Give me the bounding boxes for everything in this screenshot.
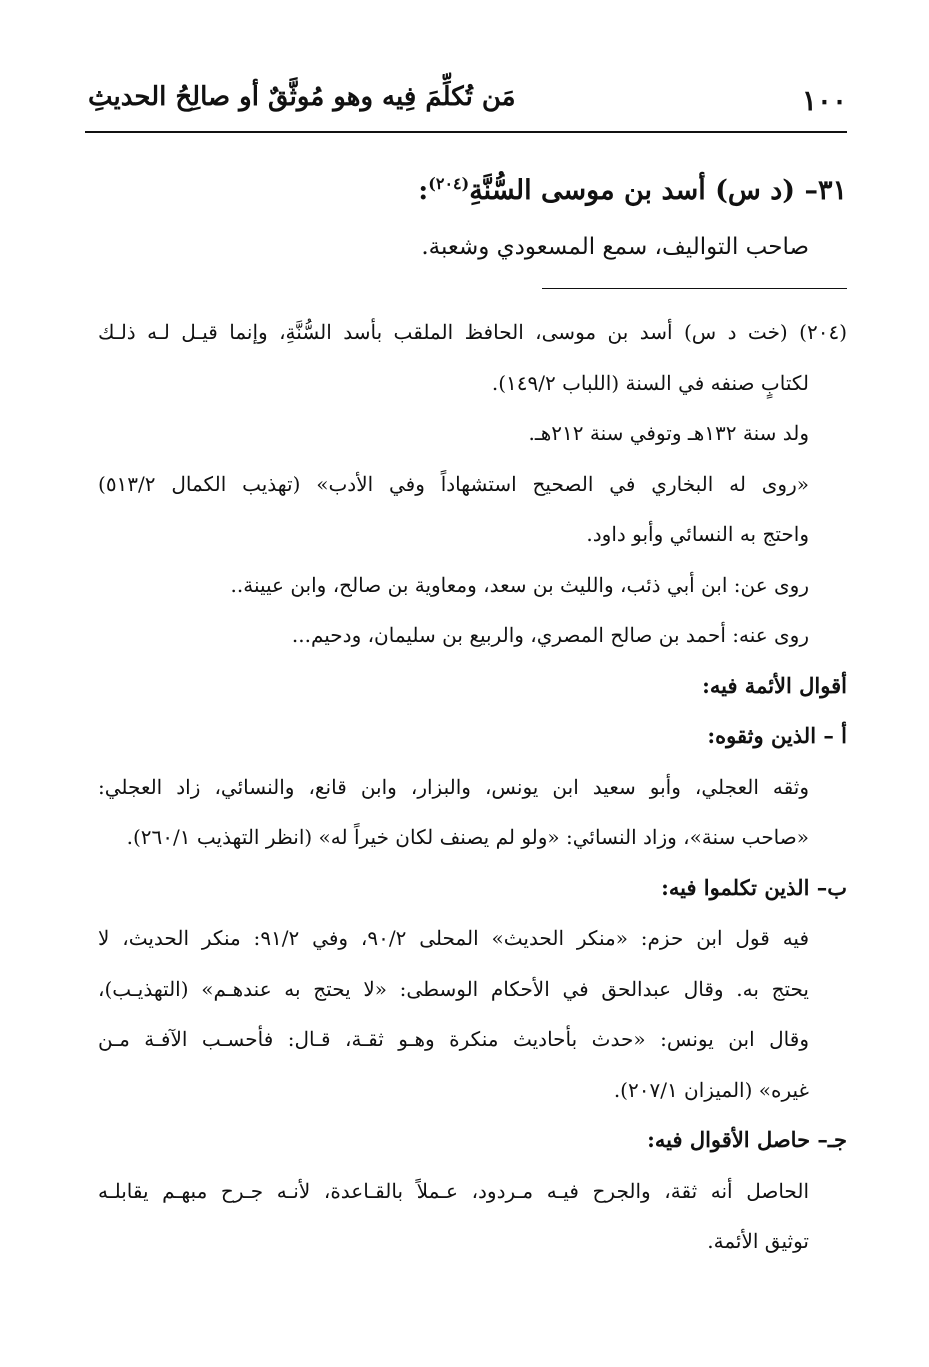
footnote-line: يحتج به. وقال عبدالحق في الأحكام الوسطى: «لا يحتج به عندهـم» (التهذيـب)، xyxy=(98,976,809,1001)
footnote-line: «صاحب سنة»، وزاد النسائي: «ولو لم يصنف لكان خيراً له» (انظر التهذيب ٢٦٠/١). xyxy=(126,825,809,849)
footnote-line: توثيق الأئمة. xyxy=(707,1229,809,1253)
footnote-separator xyxy=(542,288,847,289)
section-heading: جـ– حاصل الأقوال فيه: xyxy=(647,1127,847,1152)
footnote-marker: (٢٠٤) xyxy=(428,174,470,193)
entry-text: صاحب التواليف، سمع المسعودي وشعبة. xyxy=(421,234,809,260)
footnote-block xyxy=(98,307,847,1267)
section-heading: ب– الذين تكلموا فيه: xyxy=(661,874,847,900)
section-heading: أ – الذين وثقوه: xyxy=(707,723,847,748)
footnote-line: وقال ابن يونس: «حدث بأحاديث منكرة وهـو ثقـة، قـال: فأحسـب الآفـة مـن xyxy=(98,1027,809,1051)
header-title: مَن تُكلِّمَ فِيه وهو مُوثَّقٌ أو صالِحُ الحديثِ xyxy=(88,82,516,112)
page-number: ١٠٠ xyxy=(801,84,847,117)
footnote-line: (٢٠٤) (خت د س) أسد بن موسى، الحافظ الملقب بأسد السُّنَّةِ، وإنما قيـل لـه ذلـك xyxy=(98,320,847,344)
footnote-line: «روى له البخاري في الصحيح استشهاداً وفي الأدب» (تهذيب الكمال ٥١٣/٢) xyxy=(98,471,809,496)
footnote-line: روى عنه: أحمد بن صالح المصري، والربيع بن سليمان، ودحيم... xyxy=(291,623,809,647)
footnote-line: لكتابٍ صنفه في السنة (اللباب ١٤٩/٢). xyxy=(491,370,809,395)
running-header xyxy=(88,82,847,124)
entry-title xyxy=(90,160,847,215)
footnote-line: وثقه العجلي، وأبو سعيد ابن يونس، والبزار، وابن قانع، والنسائي، زاد العجلي: xyxy=(98,774,809,799)
footnote-line: فيه قول ابن حزم: «منكر الحديث» المحلى ٩٠/٢، وفي ٩١/٢: منكر الحديث، لا xyxy=(98,926,810,950)
entry-title-text: ٣١– (د س) أسد بن موسى السُّنَّةِ xyxy=(469,175,847,206)
footnote-line: روى عن: ابن أبي ذئب، والليث بن سعد، ومعاوية بن صالح، وابن عيينة.. xyxy=(230,572,809,597)
footnote-line: واحتج به النسائي وأبو داود. xyxy=(586,522,809,546)
footnote-line: الحاصل أنه ثقة، والجرح فيـه مـردود، عـملاً بالقـاعدة، لأنـه جـرح مبهـم يقابلـه xyxy=(98,1178,809,1203)
entry-title-colon: : xyxy=(418,175,429,206)
footnote-line: غيره» (الميزان ٢٠٧/١). xyxy=(613,1077,809,1102)
header-rule xyxy=(85,131,847,133)
biography-entry xyxy=(90,160,847,271)
footnote-line: ولد سنة ١٣٢هـ وتوفي سنة ٢١٢هـ. xyxy=(528,421,809,445)
section-heading: أقوال الأئمة فيه: xyxy=(702,672,847,698)
